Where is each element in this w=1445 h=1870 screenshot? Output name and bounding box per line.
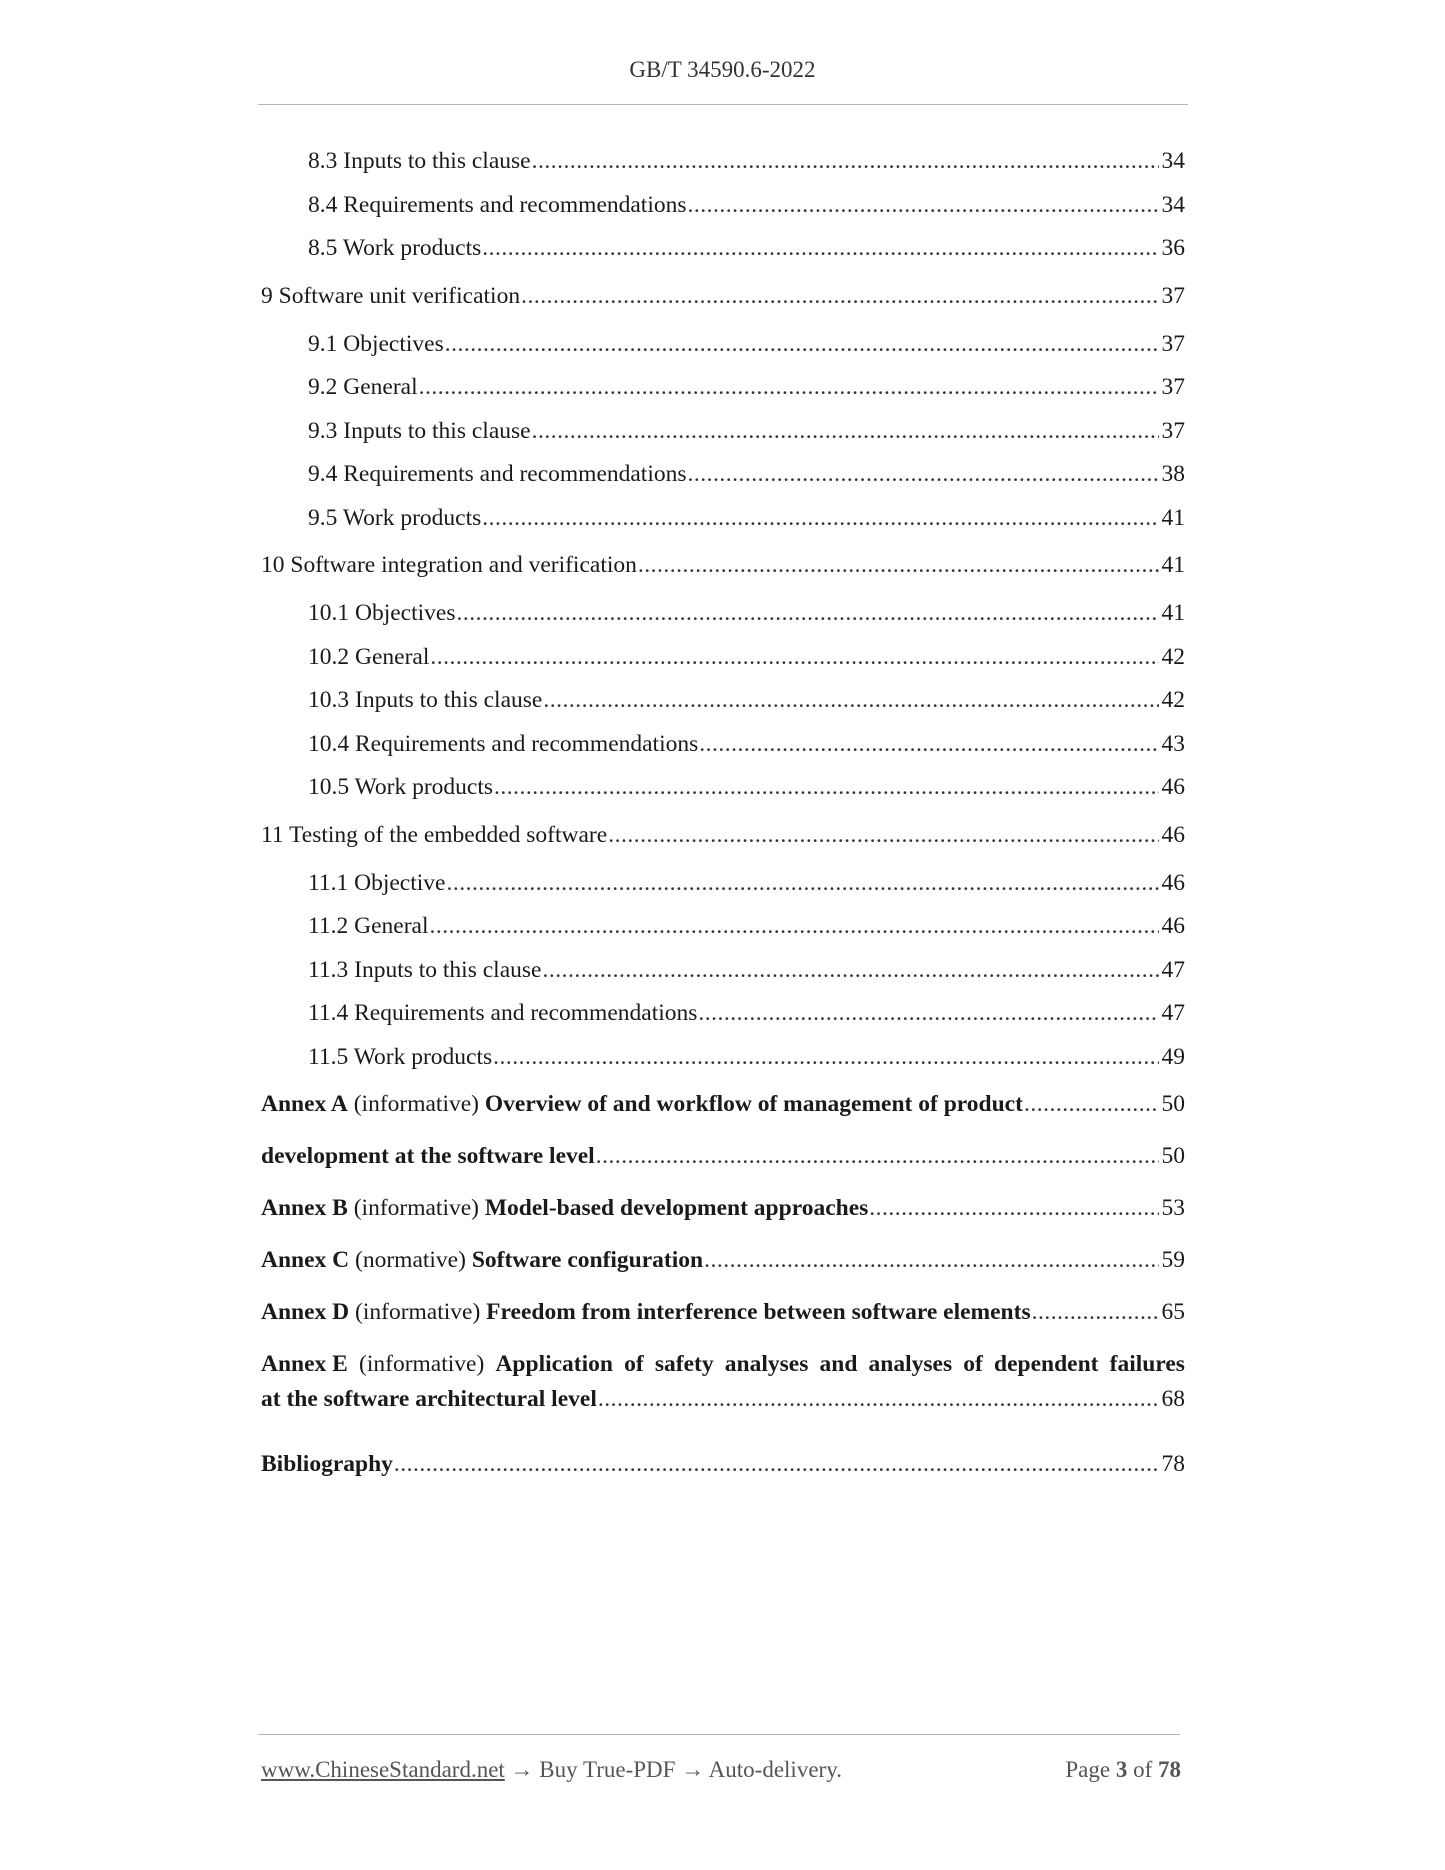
toc-entry-9-4[interactable] — [261, 461, 1185, 505]
annex-prefix: Annex A — [261, 1091, 348, 1117]
toc-leader-dots — [688, 461, 1159, 488]
annex-prefix-group — [261, 1351, 348, 1378]
footer-promo — [261, 1757, 842, 1783]
toc-leader-dots — [521, 283, 1158, 310]
toc-leader-dots — [596, 1143, 1159, 1170]
toc-leader-dots — [869, 1195, 1158, 1222]
header-divider — [258, 104, 1188, 105]
toc-entry-label: 11.2 General — [308, 913, 429, 939]
toc-leader-dots — [1024, 1091, 1159, 1118]
toc-leader-dots — [494, 774, 1158, 801]
toc-entry-label — [261, 1091, 1023, 1118]
toc-entry-8-5[interactable] — [261, 235, 1185, 279]
toc-leader-dots — [704, 1247, 1158, 1274]
toc-entry-label: 8.4 Requirements and recommendations — [308, 191, 687, 218]
toc-entry-8-4[interactable] — [261, 192, 1185, 236]
table-of-contents — [261, 148, 1185, 1499]
toc-entry-label — [261, 1247, 703, 1274]
toc-leader-dots — [457, 600, 1159, 627]
toc-entry-label: 10.1 Objectives — [308, 600, 456, 626]
toc-leader-dots — [419, 374, 1159, 401]
annex-title-word: analyses — [868, 1351, 953, 1377]
annex-title: Software configuration — [471, 1247, 704, 1273]
annex-type: (normative) — [355, 1247, 466, 1273]
toc-page-number: 46 — [1161, 774, 1185, 800]
toc-leader-dots — [430, 644, 1158, 671]
toc-entry-label: 9.4 Requirements and recommendations — [308, 461, 687, 487]
toc-leader-dots — [698, 1000, 1158, 1027]
toc-page-number: 37 — [1161, 374, 1185, 400]
toc-entry-label: 10.2 General — [308, 643, 430, 670]
toc-entry-label: 8.5 Work products — [308, 235, 482, 261]
toc-page-number: 41 — [1161, 552, 1185, 578]
toc-entry-10-5[interactable] — [261, 774, 1185, 818]
toc-leader-dots — [638, 552, 1159, 579]
annex-title: development at the software level — [261, 1143, 595, 1169]
toc-leader-dots — [394, 1451, 1159, 1478]
toc-entry-label — [261, 1299, 1031, 1326]
toc-page-number: 46 — [1161, 869, 1185, 896]
toc-entry-9-3[interactable] — [261, 418, 1185, 462]
toc-entry-10[interactable] — [261, 548, 1185, 600]
toc-entry-label: 11 Testing of the embedded software — [261, 821, 608, 848]
footer-buy-text: Buy True-PDF — [539, 1757, 676, 1782]
toc-page-number: 41 — [1161, 600, 1185, 626]
toc-entry-label: 10.5 Work products — [308, 774, 494, 800]
toc-page-number: 37 — [1161, 282, 1185, 309]
toc-entry-10-1[interactable] — [261, 600, 1185, 644]
annex-type: (informative) — [355, 1299, 481, 1325]
page-footer — [261, 1757, 1181, 1783]
annex-title-word: of — [624, 1351, 644, 1377]
toc-entry-label — [261, 1143, 595, 1170]
toc-leader-dots — [482, 235, 1158, 262]
toc-entry-label: 11.4 Requirements and recommendations — [308, 1000, 698, 1026]
toc-page-number: 46 — [1161, 821, 1185, 848]
toc-leader-dots — [445, 331, 1159, 358]
toc-entry-annex-c[interactable] — [261, 1243, 1185, 1295]
toc-entry-11-2[interactable] — [261, 913, 1185, 957]
toc-entry-label: 11.5 Work products — [308, 1043, 493, 1070]
toc-entry-9-1[interactable] — [261, 331, 1185, 375]
of-word: of — [1133, 1757, 1153, 1782]
toc-page-number: 68 — [1161, 1386, 1185, 1412]
toc-page-number: 34 — [1161, 191, 1185, 218]
toc-page-number: 42 — [1161, 643, 1185, 670]
toc-page-number: 78 — [1161, 1451, 1185, 1477]
annex-letter: E — [332, 1351, 348, 1377]
toc-entry-label: 9.5 Work products — [308, 504, 482, 531]
annex-title: Overview of and workflow of management of product — [484, 1091, 1023, 1117]
toc-entry-label: 9.1 Objectives — [308, 330, 444, 357]
toc-leader-dots — [430, 913, 1159, 940]
toc-entry-label: 10.4 Requirements and recommendations — [308, 730, 699, 757]
toc-entry-label: 10 Software integration and verification — [261, 552, 637, 578]
toc-entry-annex-e[interactable] — [261, 1347, 1185, 1447]
annex-title: at the software architectural level — [261, 1386, 597, 1412]
toc-entry-label: 9.2 General — [308, 374, 418, 400]
bibliography-title: Bibliography — [261, 1451, 393, 1477]
toc-entry-9-5[interactable] — [261, 505, 1185, 549]
annex-prefix: Annex B — [261, 1195, 348, 1221]
footer-divider — [258, 1734, 1180, 1735]
toc-page-number: 50 — [1161, 1091, 1185, 1117]
toc-page-number: 59 — [1161, 1247, 1185, 1273]
toc-page-number: 42 — [1161, 687, 1185, 713]
annex-title-word: analyses — [724, 1351, 809, 1377]
annex-type: (informative) — [359, 1351, 485, 1377]
arrow-right-icon: → — [681, 1757, 705, 1782]
toc-entry-9[interactable] — [261, 279, 1185, 331]
toc-entry-annex-b[interactable] — [261, 1191, 1185, 1243]
toc-page-number: 43 — [1161, 730, 1185, 757]
toc-leader-dots — [688, 192, 1159, 219]
toc-leader-dots — [532, 148, 1159, 175]
toc-entry-11-4[interactable] — [261, 1000, 1185, 1044]
toc-entry-label: 11.1 Objective — [308, 869, 446, 896]
toc-entry-label — [261, 1195, 868, 1222]
toc-page-number: 36 — [1161, 235, 1185, 261]
annex-title: Freedom from interference between software elements — [486, 1299, 1031, 1325]
page-current: 3 — [1115, 1757, 1128, 1782]
toc-entry-label: 9.3 Inputs to this clause — [308, 417, 531, 444]
toc-leader-dots — [493, 1044, 1158, 1071]
toc-entry-annex-a[interactable] — [261, 1087, 1185, 1139]
toc-leader-dots — [699, 731, 1158, 758]
toc-page-number: 34 — [1161, 148, 1185, 174]
annex-e-second-line — [261, 1386, 1185, 1413]
toc-page-number: 41 — [1161, 504, 1185, 531]
toc-page-number: 46 — [1161, 913, 1185, 939]
annex-title-word: of — [963, 1351, 983, 1377]
toc-entry-annex-a-continued[interactable] — [261, 1139, 1185, 1191]
toc-entry-label — [261, 1451, 393, 1478]
page-word: Page — [1065, 1757, 1111, 1782]
toc-page-number: 49 — [1161, 1043, 1185, 1070]
toc-entry-label: 9 Software unit verification — [261, 282, 521, 309]
annex-type: (informative) — [353, 1195, 479, 1221]
toc-page-number: 38 — [1161, 461, 1185, 487]
annex-title-word: safety — [654, 1351, 714, 1377]
toc-leader-dots — [598, 1386, 1159, 1413]
document-header: GB/T 34590.6-2022 — [629, 57, 816, 82]
toc-page-number: 65 — [1161, 1299, 1185, 1325]
toc-entry-label — [261, 1386, 597, 1413]
arrow-right-icon: → — [510, 1757, 534, 1782]
toc-leader-dots — [1032, 1299, 1159, 1326]
toc-entry-11-1[interactable] — [261, 870, 1185, 914]
toc-leader-dots — [446, 870, 1158, 897]
footer-delivery-text: Auto-delivery. — [708, 1757, 842, 1782]
annex-prefix: Annex D — [261, 1299, 350, 1325]
toc-leader-dots — [608, 822, 1158, 849]
annex-prefix: Annex C — [261, 1247, 350, 1273]
annex-title-word: Application — [495, 1351, 613, 1377]
toc-page-number: 37 — [1161, 417, 1185, 444]
toc-entry-label: 10.3 Inputs to this clause — [308, 687, 543, 713]
toc-entry-annex-d[interactable] — [261, 1295, 1185, 1347]
toc-entry-label: 8.3 Inputs to this clause — [308, 148, 531, 174]
toc-leader-dots — [542, 957, 1158, 984]
toc-entry-11-3[interactable] — [261, 957, 1185, 1001]
toc-entry-9-2[interactable] — [261, 374, 1185, 418]
annex-title-word: failures — [1109, 1351, 1185, 1377]
toc-leader-dots — [543, 687, 1158, 714]
toc-entry-8-3[interactable] — [261, 148, 1185, 192]
toc-page-number: 50 — [1161, 1143, 1185, 1169]
toc-entry-label: 11.3 Inputs to this clause — [308, 956, 542, 983]
toc-leader-dots — [482, 505, 1158, 532]
website-link[interactable]: www.ChineseStandard.net — [261, 1757, 505, 1782]
annex-title-word: and — [819, 1351, 858, 1377]
toc-entry-10-4[interactable] — [261, 731, 1185, 775]
toc-page-number: 53 — [1161, 1195, 1185, 1221]
annex-title: Model-based development approaches — [484, 1195, 869, 1221]
toc-entry-bibliography[interactable] — [261, 1447, 1185, 1499]
toc-page-number: 37 — [1161, 330, 1185, 357]
toc-entry-11-5[interactable] — [261, 1044, 1185, 1088]
toc-leader-dots — [532, 418, 1159, 445]
toc-page-number: 47 — [1161, 956, 1185, 983]
toc-page-number: 47 — [1161, 1000, 1185, 1026]
annex-type: (informative) — [353, 1091, 479, 1117]
toc-entry-10-3[interactable] — [261, 687, 1185, 731]
page-total: 78 — [1158, 1757, 1181, 1782]
annex-prefix: Annex — [261, 1351, 327, 1377]
annex-title-word: dependent — [994, 1351, 1099, 1377]
toc-entry-10-2[interactable] — [261, 644, 1185, 688]
page-indicator — [1065, 1757, 1181, 1783]
annex-e-first-line — [261, 1351, 1185, 1378]
toc-entry-11[interactable] — [261, 818, 1185, 870]
